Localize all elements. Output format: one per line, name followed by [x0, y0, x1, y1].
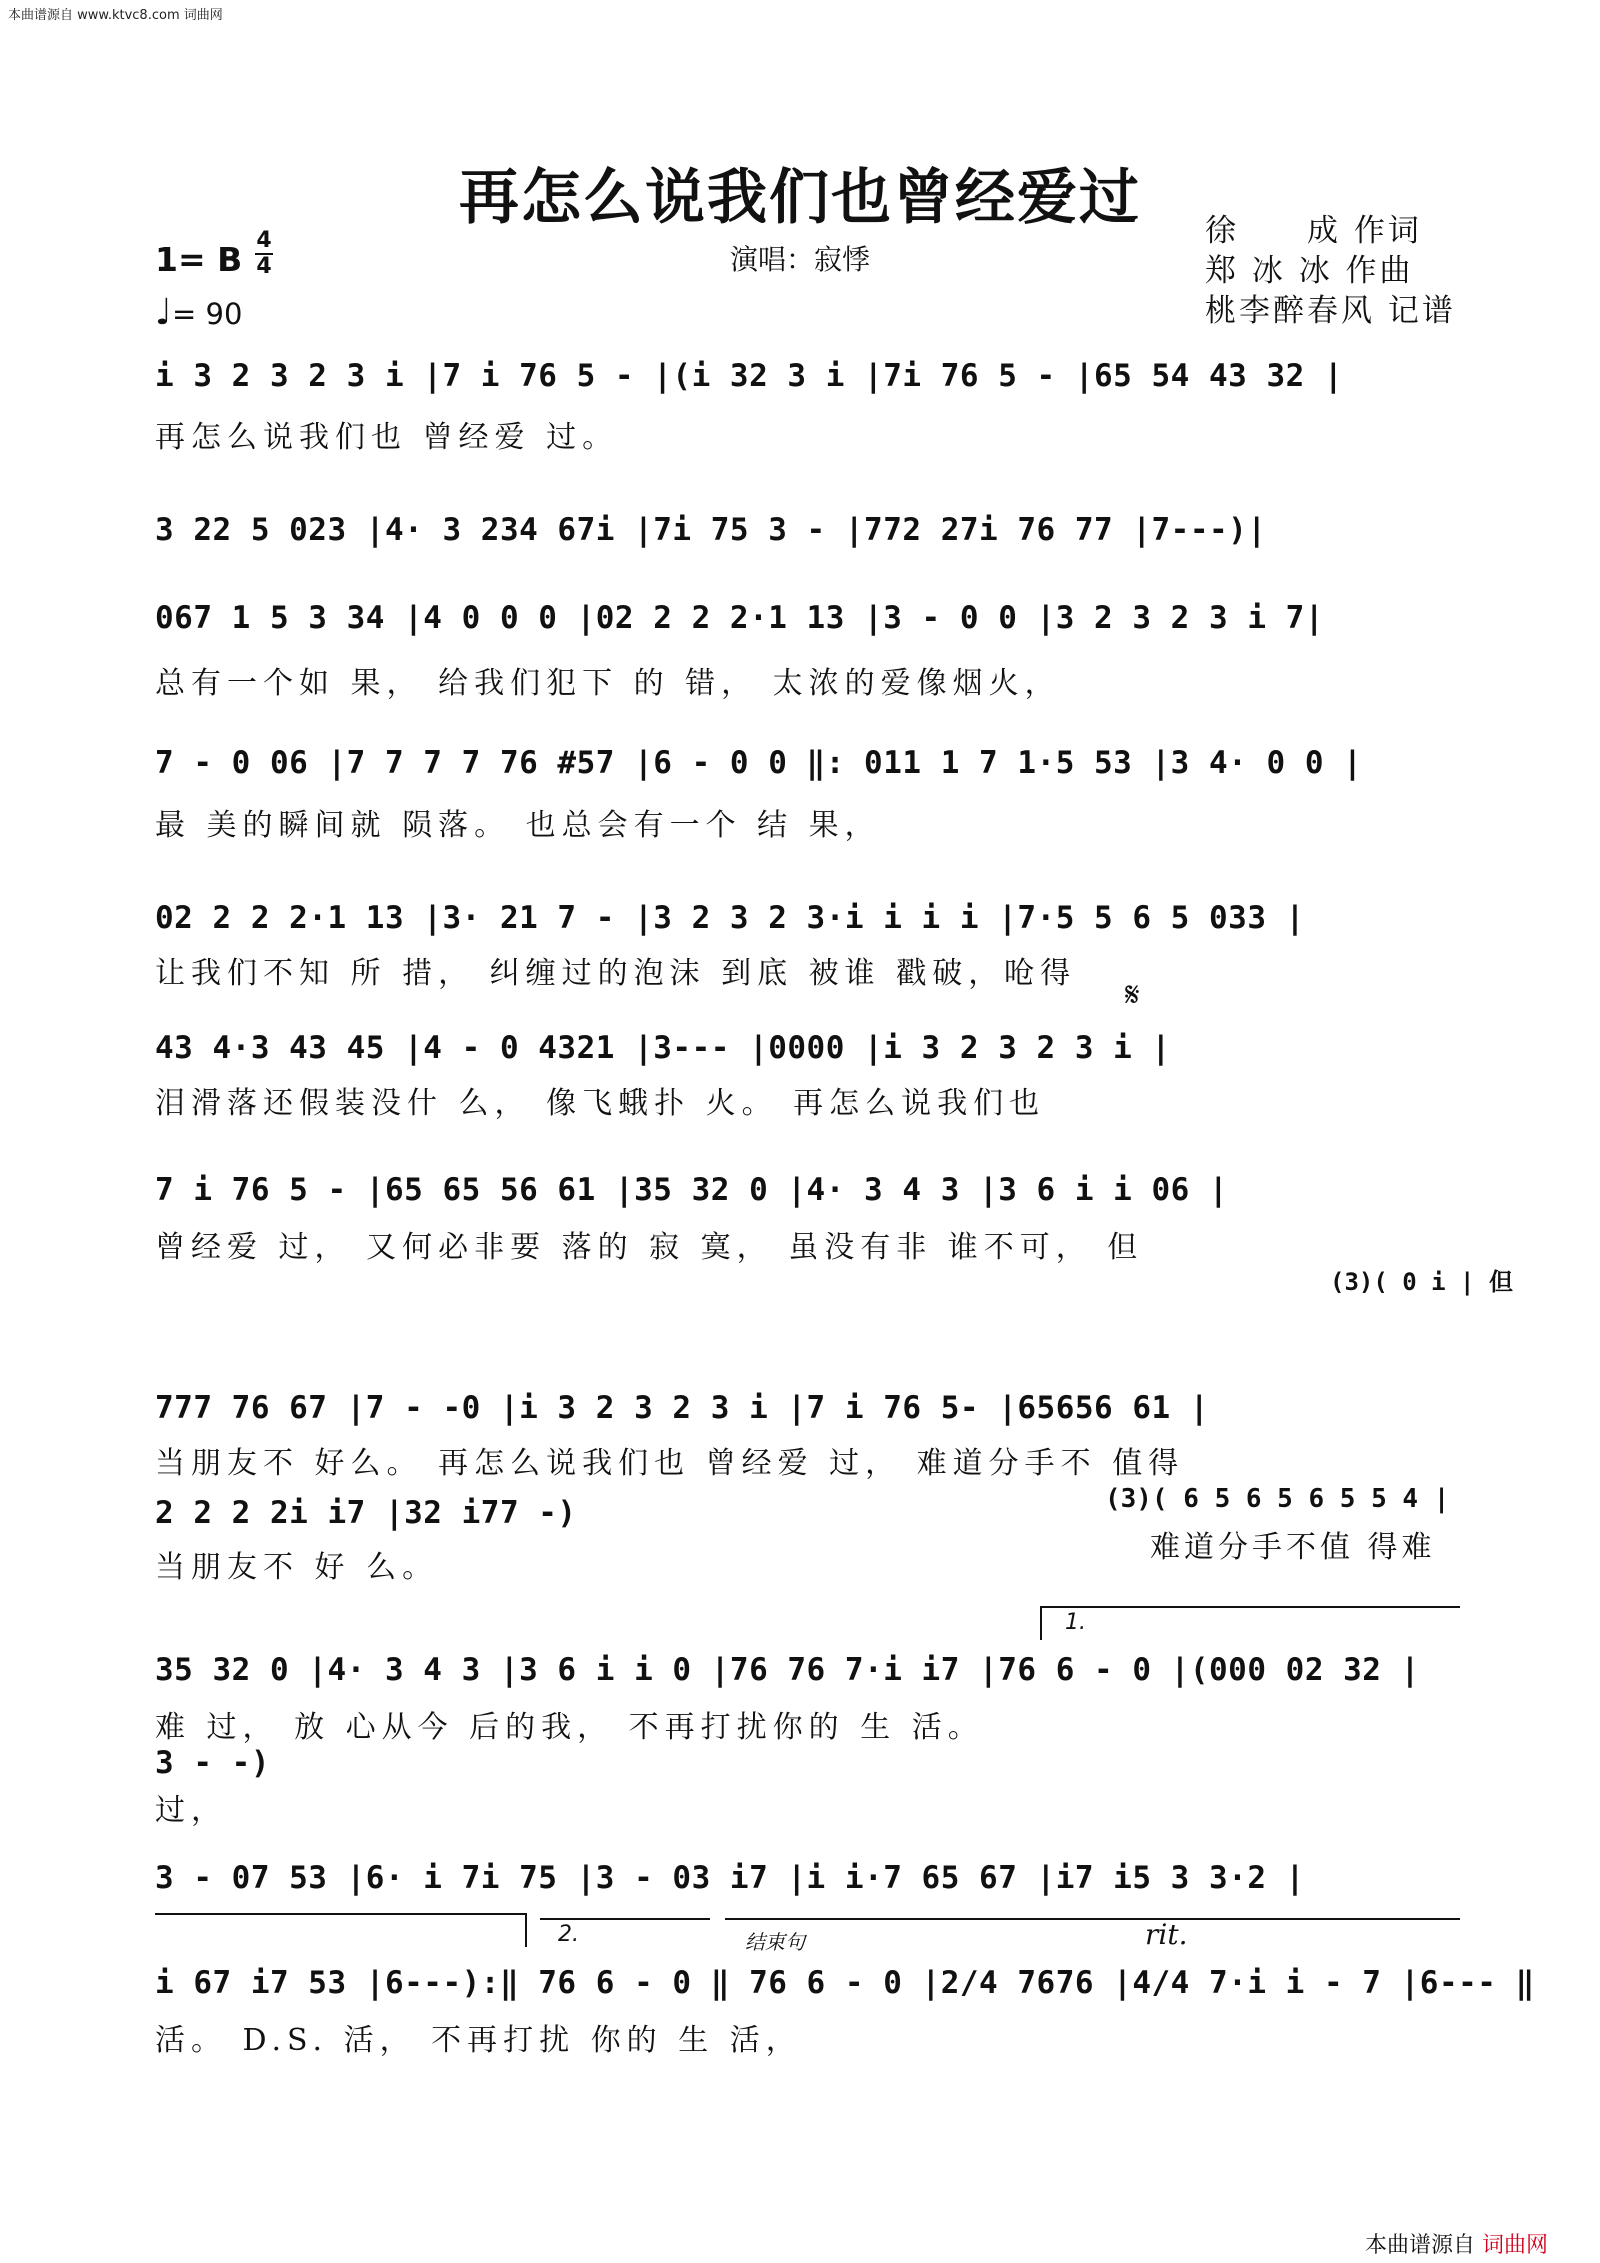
side-variant-row-7: (3)( 0 i | 但 — [1330, 1268, 1513, 1296]
lyrics-row-8: 当朋友不 好么。 再怎么说我们也 曾经爱 过， 难道分手不 值得 — [155, 1446, 1185, 1481]
notation-row-9: 35 32 0 |4· 3 4 3 |3 6 i i 0 |76 76 7·i i7 |76 6 - 0 |(000 02 32 | — [155, 1652, 1420, 1688]
coda-label: 结束句 — [745, 1930, 805, 1954]
ritardando-mark: rit. — [1145, 1918, 1188, 1951]
transcriber-credit: 桃李醉春风 记谱 — [1205, 293, 1456, 329]
notation-row-6: 43 4·3 43 45 |4 - 0 4321 |3--- |0000 |i 3 2 3 2 3 i | — [155, 1030, 1171, 1066]
alt-lyrics-row-8: 当朋友不 好 么。 — [155, 1550, 439, 1585]
notation-row-3: 067 1 5 3 34 |4 0 0 0 |02 2 2 2·1 13 |3 - 0 0 |3 2 3 2 3 i 7| — [155, 600, 1324, 636]
singer-credit: 演唱：寂悸 — [730, 243, 871, 276]
second-ending-mark: 2. — [558, 1922, 579, 1947]
lyrics-row-6: 泪滑落还假装没什 么， 像飞蛾扑 火。 再怎么说我们也 — [155, 1086, 1046, 1121]
alt-notation-row-9: 3 - -) — [155, 1745, 270, 1781]
meter-bottom: 4 — [256, 254, 272, 279]
notation-row-7: 7 i 76 5 - |65 65 56 61 |35 32 0 |4· 3 4 3 |3 6 i i 06 | — [155, 1172, 1229, 1208]
lyrics-row-7: 曾经爱 过， 又何必非要 落的 寂 寞， 虽没有非 谁不可， 但 — [155, 1230, 1144, 1265]
time-signature — [255, 230, 273, 278]
lyrics-row-3: 总有一个如 果， 给我们犯下 的 错， 太浓的爱像烟火， — [155, 666, 1061, 701]
key-signature: 1= B — [155, 240, 243, 279]
lyrics-row-11: 活。 D.S. 活， 不再打扰 你的 生 活， — [155, 2023, 802, 2058]
lyricist-credit: 徐 成 作词 — [1205, 213, 1422, 249]
bottom-brand-left: 本曲谱源自 — [1365, 2233, 1476, 2258]
meter-top: 4 — [256, 228, 272, 253]
lyrics-row-5: 让我们不知 所 措， 纠缠过的泡沫 到底 被谁 戳破，呛得 — [155, 956, 1077, 991]
side-alt-notation-row-8: (3)( 6 5 6 5 6 5 5 4 | — [1105, 1484, 1450, 1514]
alt-notation-row-8: 2 2 2 2i i7 |32 i77 -) — [155, 1495, 577, 1531]
bottom-brand-right: 词曲网 — [1482, 2233, 1549, 2258]
notation-row-1: i 3 2 3 2 3 i |7 i 76 5 - |(i 32 3 i |7i 76 5 - |65 54 43 32 | — [155, 358, 1344, 394]
alt-lyrics-row-9: 过， — [155, 1793, 227, 1828]
lyrics-row-4: 最 美的瞬间就 陨落。 也总会有一个 结 果， — [155, 808, 881, 843]
notation-row-11: i 67 i7 53 |6---):‖ 76 6 - 0 ‖ 76 6 - 0 |2/4 7676 |4/4 7·i i - 7 |6--- ‖ — [155, 1965, 1535, 2001]
segno-sign: 𝄋 — [1125, 975, 1140, 1015]
lyrics-row-1: 再怎么说我们也 曾经爱 过。 — [155, 420, 619, 455]
tempo-marking — [155, 292, 242, 333]
notation-row-2: 3 22 5 023 |4· 3 234 67i |7i 75 3 - |772 27i 76 77 |7---)| — [155, 512, 1267, 548]
side-alt-lyrics-row-8: 难道分手不值 得难 — [1150, 1530, 1436, 1565]
lyrics-row-9: 难 过， 放 心从今 后的我， 不再打扰你的 生 活。 — [155, 1710, 984, 1745]
composer-credit: 郑 冰 冰 作曲 — [1205, 253, 1414, 289]
tempo-value: = 90 — [171, 297, 243, 331]
top-watermark: 本曲谱源自 www.ktvc8.com 词曲网 — [8, 8, 223, 23]
song-title: 再怎么说我们也曾经爱过 — [459, 163, 1141, 233]
notation-row-8: 777 76 67 |7 - -0 |i 3 2 3 2 3 i |7 i 76 5- |65656 61 | — [155, 1390, 1209, 1426]
notation-row-4: 7 - 0 06 |7 7 7 7 76 #57 |6 - 0 0 ‖: 011 1 7 1·5 53 |3 4· 0 0 | — [155, 745, 1363, 781]
first-ending-mark: 1. — [1065, 1610, 1086, 1635]
notation-row-10: 3 - 07 53 |6· i 7i 75 |3 - 03 i7 |i i·7 65 67 |i7 i5 3 3·2 | — [155, 1860, 1305, 1896]
bottom-brand — [1365, 2228, 1548, 2259]
notation-row-5: 02 2 2 2·1 13 |3· 21 7 - |3 2 3 2 3·i i i i |7·5 5 6 5 033 | — [155, 900, 1305, 936]
quarter-note-icon: ♩ — [155, 292, 172, 333]
